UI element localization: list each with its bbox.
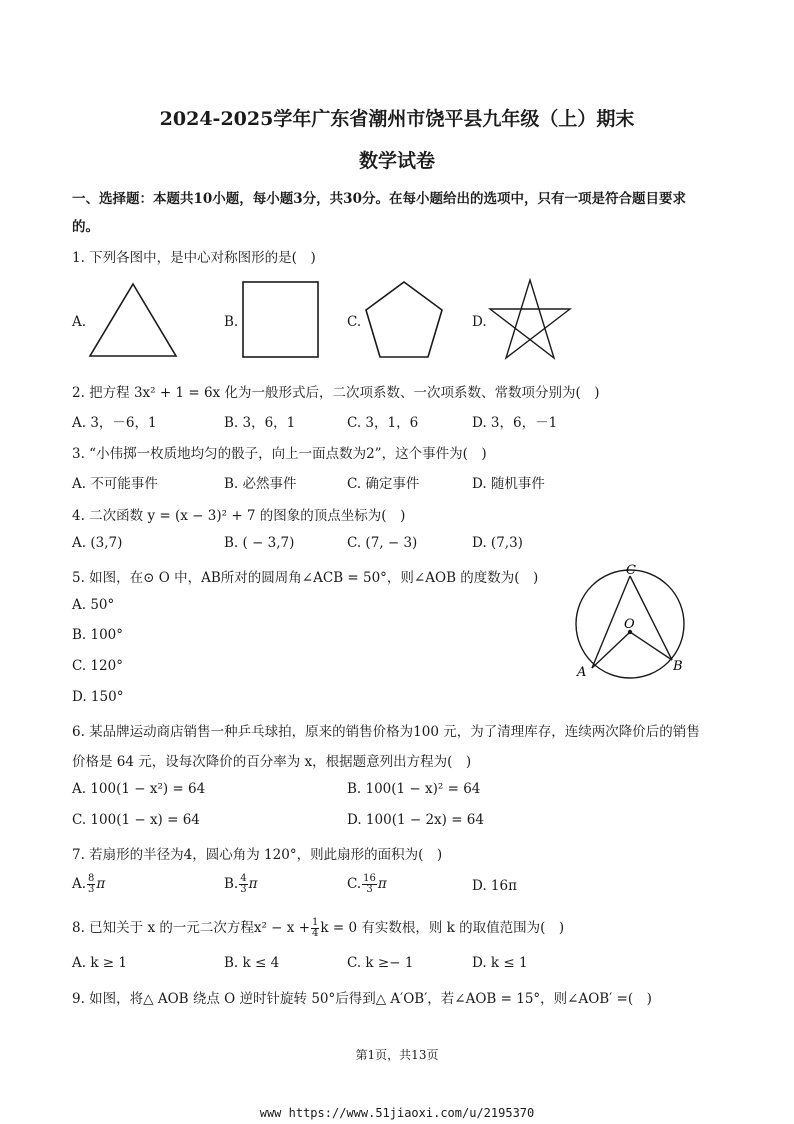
section-header: 一、选择题：本题共10小题，每小题3分，共30分。在每小题给出的选项中，只有一项是符合题目要求: [72, 191, 686, 207]
q7-option-b: B. $\frac{4}{3}$ π: [224, 873, 258, 895]
q1-option-b: B.: [224, 314, 239, 330]
q3-option-d: D. 随机事件: [472, 476, 545, 492]
q6-stem: 6. 某品牌运动商店销售一种乒乓球拍，原来的销售价格为100 元，为了清理库存，连续两次降价后的销售: [72, 724, 700, 740]
q2-option-c: C. 3，1，6: [347, 415, 419, 431]
q5-stem: 5. 如图，在⊙ O 中，AB所对的圆周角∠ACB = 50°，则∠AOB 的度数为( ): [72, 570, 539, 586]
q7-option-a: A. $\frac{8}{3}$ π: [72, 873, 106, 895]
q2-option-b: B. 3，6，1: [224, 415, 296, 431]
q7-option-d: D. 16π: [472, 878, 517, 894]
q2-option-d: D. 3，6，－1: [472, 415, 558, 431]
q6-stem-cont: 价格是 64 元，设每次降价的百分率为 x，根据题意列出方程为( ): [72, 754, 472, 770]
q4-option-a: A. (3,7): [72, 535, 123, 551]
q1-option-a: A.: [72, 314, 87, 330]
q3-stem: 3. “小伟掷一枚质地均匀的骰子，向上一面点数为2”，这个事件为( ): [72, 446, 487, 462]
q4-stem: 4. 二次函数 y = (x − 3)² + 7 的图象的顶点坐标为( ): [72, 508, 406, 524]
q8-option-b: B. k ≤ 4: [224, 955, 280, 971]
q6-option-a: A. 100(1 − x²) = 64: [72, 781, 206, 797]
q4-option-c: C. (7, − 3): [347, 535, 418, 551]
q3-option-c: C. 确定事件: [347, 476, 420, 492]
triangle-icon: [88, 282, 178, 358]
q8-stem: 8. 已知关于 x 的一元二次方程x² − x + $\frac{1}{4}$ k = 0 有实数根，则 k 的取值范围为( ): [72, 917, 565, 939]
q3-option-a: A. 不可能事件: [72, 476, 158, 492]
q1-stem: 1. 下列各图中，是中心对称图形的是( ): [72, 250, 316, 266]
q8-option-c: C. k ≥− 1: [347, 955, 414, 971]
q4-option-b: B. ( − 3,7): [224, 535, 295, 551]
q7-option-c: C. $\frac{16}{3}$ π: [347, 873, 387, 895]
q4-option-d: D. (7,3): [472, 535, 523, 551]
q5-option-d: D. 150°: [72, 689, 124, 705]
page-title: 2024-2025学年广东省潮州市饶平县九年级（上）期末: [159, 108, 635, 130]
circle-figure: [564, 558, 694, 688]
q2-option-a: A. 3，－6，1: [72, 415, 157, 431]
q5-option-c: C. 120°: [72, 658, 123, 674]
q1-option-d: D.: [472, 314, 487, 330]
label-a: A: [577, 665, 587, 680]
q6-option-d: D. 100(1 − 2x) = 64: [347, 812, 484, 828]
q8-option-a: A. k ≥ 1: [72, 955, 127, 971]
square-icon: [242, 281, 320, 359]
page-subtitle: 数学试卷: [358, 150, 435, 172]
q3-option-b: B. 必然事件: [224, 476, 297, 492]
pentagon-icon: [364, 281, 444, 359]
q8-option-d: D. k ≤ 1: [472, 955, 528, 971]
q7-stem: 7. 若扇形的半径为4，圆心角为 120°，则此扇形的面积为( ): [72, 847, 443, 863]
q9-stem: 9. 如图，将△ AOB 绕点 O 逆时针旋转 50°后得到△ A′OB′，若∠AOB = 15°，则∠AOB′ =( ): [72, 991, 652, 1007]
q2-stem: 2. 把方程 3x² + 1 = 6x 化为一般形式后，二次项系数、一次项系数、常数项分别为( ): [72, 385, 600, 401]
section-header-cont: 的。: [72, 219, 99, 235]
q5-option-b: B. 100°: [72, 627, 124, 643]
label-b: B: [673, 659, 683, 674]
q6-option-b: B. 100(1 − x)² = 64: [347, 781, 481, 797]
label-c: C: [626, 563, 636, 578]
label-o: O: [624, 617, 635, 632]
q5-option-a: A. 50°: [72, 597, 115, 613]
q6-option-c: C. 100(1 − x) = 64: [72, 812, 200, 828]
q1-option-c: C.: [347, 314, 362, 330]
page-footer: 第1页，共13页: [355, 1048, 439, 1062]
star-icon: [488, 278, 572, 360]
watermark-url: www https://www.51jiaoxi.com/u/2195370: [259, 1106, 535, 1120]
